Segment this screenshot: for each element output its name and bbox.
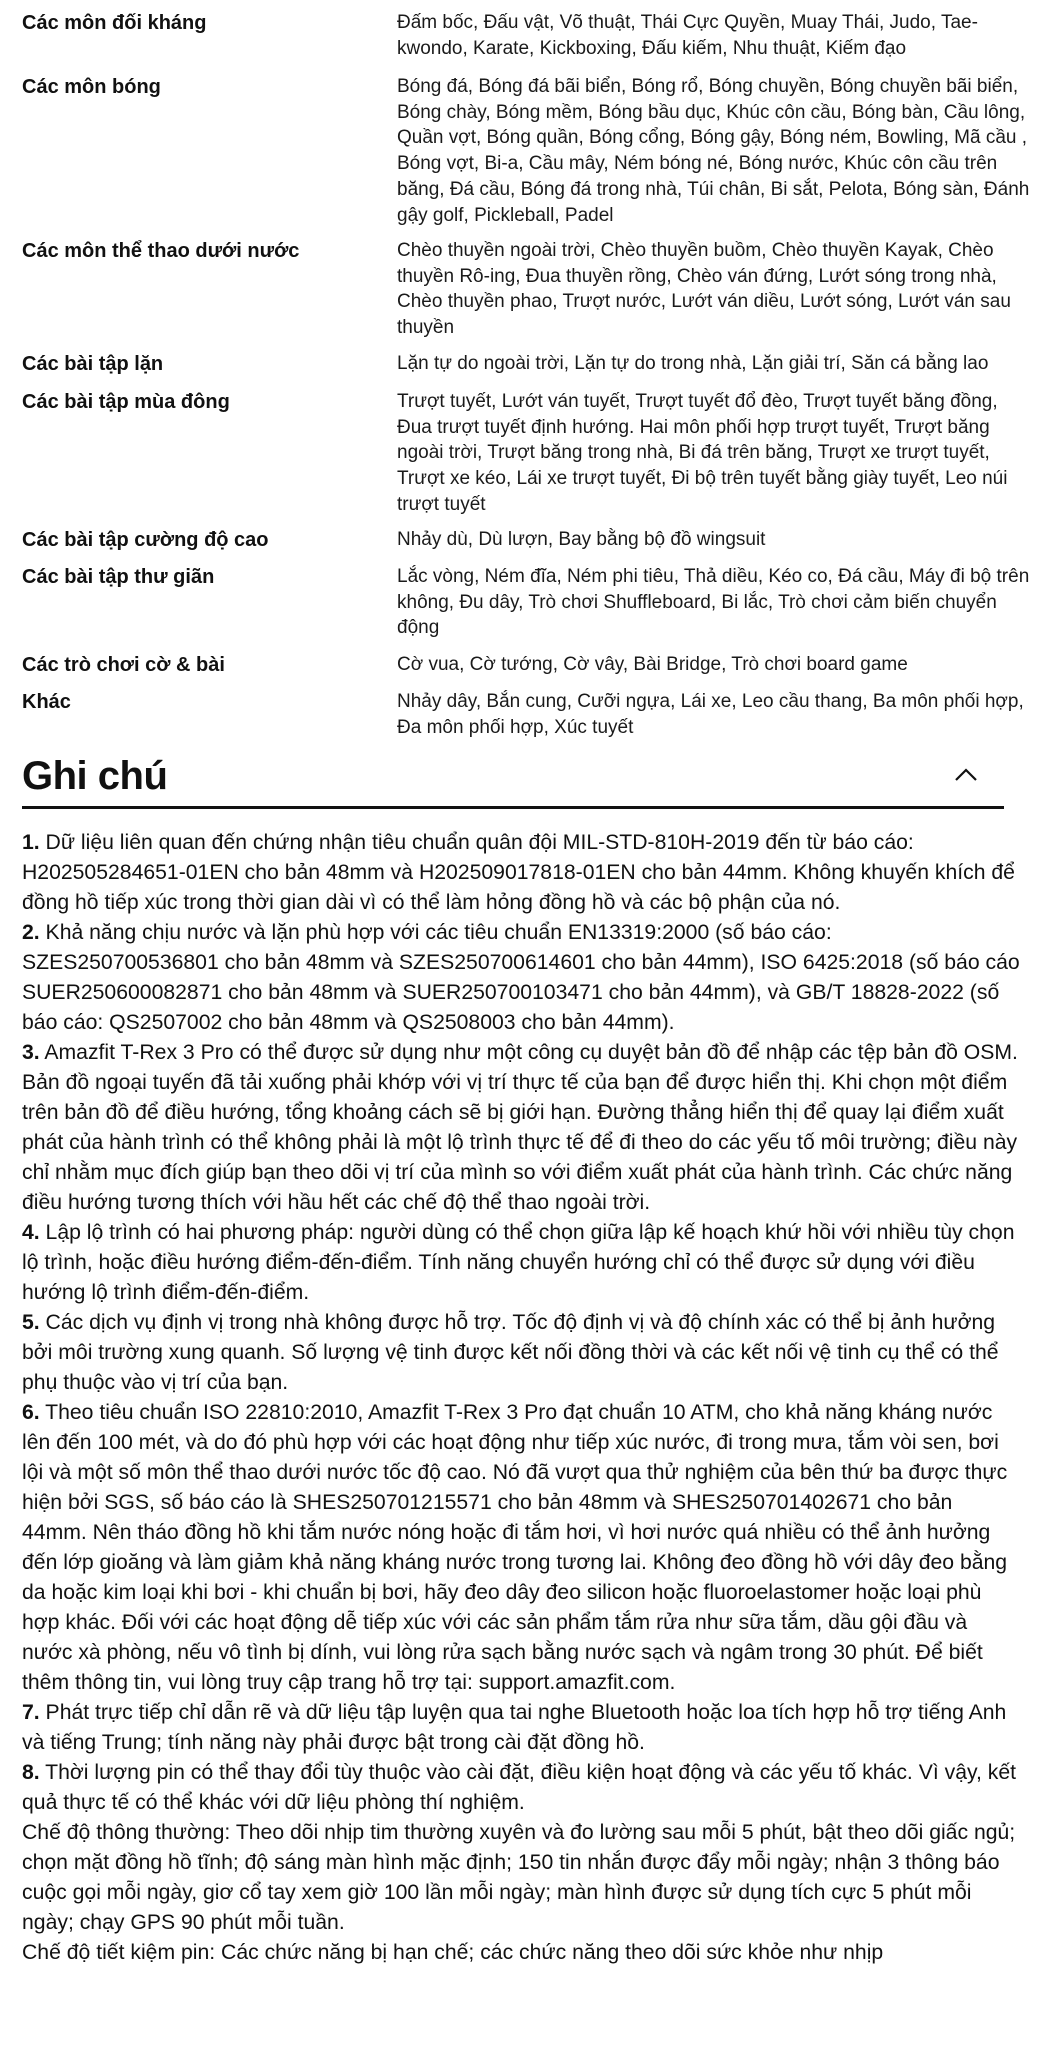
- note-text: Phát trực tiếp chỉ dẫn rẽ và dữ liệu tập luyện qua tai nghe Bluetooth hoặc loa tích hợp hỗ trợ tiếng Anh và tiếng Trung; tính năng này phải được bật trong cài đặt đồng hồ.: [22, 1701, 1007, 1754]
- note-item: [22, 1398, 1022, 1698]
- note-text: Lập lộ trình có hai phương pháp: người dùng có thể chọn giữa lập kế hoạch khứ hồi với nhiều tùy chọn lộ trình, hoặc điều hướng điểm-đến-điểm. Tính năng chuyển hướng chỉ có thể được sử dụng với điều hướng lộ trình điểm-đến-điểm.: [22, 1221, 1015, 1304]
- battery-saver-mode: Chế độ tiết kiệm pin: Các chức năng bị hạn chế; các chức năng theo dõi sức khỏe như nhịp: [22, 1941, 884, 1964]
- note-number: 3.: [22, 1041, 40, 1064]
- chevron-up-icon[interactable]: [954, 768, 978, 782]
- note-number: 2.: [22, 921, 40, 944]
- sport-row: [22, 379, 1032, 517]
- battery-normal-mode: Chế độ thông thường: Theo dõi nhịp tim thường xuyên và đo lường sau mỗi 5 phút, bật theo dõi giấc ngủ; chọn mặt đồng hồ tĩnh; độ sáng màn hình mặc định; 150 tin nhắn được đẩy mỗi ngày; nhận 3 thông báo cuộc gọi mỗi ngày, giơ cổ tay xem giờ 100 lần mỗi ngày; màn hình được sử dụng tích cực 5 phút mỗi ngày; chạy GPS 90 phút mỗi tuần.: [22, 1821, 1016, 1934]
- sport-category: Các bài tập thư giãn: [22, 566, 215, 588]
- note-number: 6.: [22, 1401, 40, 1424]
- notes-accordion-header[interactable]: [22, 748, 1004, 809]
- sport-category: Các môn thể thao dưới nước: [22, 240, 300, 262]
- sport-category: Các bài tập cường độ cao: [22, 529, 269, 551]
- note-number: 7.: [22, 1701, 40, 1724]
- note-item: [22, 1308, 1022, 1398]
- sports-table: [22, 0, 1032, 743]
- note-text: Theo tiêu chuẩn ISO 22810:2010, Amazfit T-Rex 3 Pro đạt chuẩn 10 ATM, cho khả năng kháng nước lên đến 100 mét, và do đó phù hợp với các hoạt động như tiếp xúc nước, đi trong mưa, tắm vòi sen, bơi lội và một số môn thể thao dưới nước tốc độ cao. Nó đã vượt qua thử nghiệm của bên thứ ba được thực hiện bởi SGS, số báo cáo là SHES250701215571 cho bản 48mm và SHES250701402671 cho bản 44mm. Nên tháo đồng hồ khi tắm nước nóng hoặc đi tắm hơi, vì hơi nước quá nhiều có thể ảnh hưởng đến lớp gioăng và làm giảm khả năng kháng nước trong tương lai. Không đeo đồng hồ với dây đeo bằng da hoặc kim loại khi bơi - khi chuẩn bị bơi, hãy đeo dây đeo silicon hoặc fluoroelastomer hoặc loại phù hợp khác. Đối với các hoạt động dễ tiếp xúc với các sản phẩm tắm rửa như sữa tắm, dầu gội đầu và nước xà phòng, nếu vô tình bị dính, vui lòng rửa sạch bằng nước sạch và ngâm trong 30 phút. Để biết thêm thông tin, vui lòng truy cập trang hỗ trợ tại: support.amazfit.com.: [22, 1401, 1008, 1694]
- note-number: 8.: [22, 1761, 40, 1784]
- sport-row: [22, 64, 1032, 228]
- sport-list: Đấm bốc, Đấu vật, Võ thuật, Thái Cực Quyền, Muay Thái, Judo, Tae-kwondo, Karate, Kickboxing, Đấu kiếm, Nhu thuật, Kiếm đạo: [397, 12, 978, 59]
- sport-category: Các môn đối kháng: [22, 12, 207, 34]
- note-item: [22, 1038, 1022, 1218]
- sport-list: Cờ vua, Cờ tướng, Cờ vây, Bài Bridge, Trò chơi board game: [397, 654, 908, 675]
- notes-body: [22, 828, 1022, 1968]
- sport-list: Bóng đá, Bóng đá bãi biển, Bóng rổ, Bóng chuyền, Bóng chuyền bãi biển, Bóng chày, Bóng mềm, Bóng bầu dục, Khúc côn cầu, Bóng bàn, Cầu lông, Quần vợt, Bóng quần, Bóng cổng, Bóng gậy, Bóng ném, Bowling, Mã cầu , Bóng vợt, Bi-a, Cầu mây, Ném bóng né, Bóng nước, Khúc côn cầu trên băng, Đá cầu, Bóng đá trong nhà, Túi chân, Bi sắt, Pelota, Bóng sàn, Đánh gậy golf, Pickleball, Padel: [397, 76, 1030, 226]
- sport-row: [22, 517, 1032, 554]
- note-text: Thời lượng pin có thể thay đổi tùy thuộc vào cài đặt, điều kiện hoạt động và các yếu tố khác. Vì vậy, kết quả thực tế có thể khác với dữ liệu phòng thí nghiệm.: [22, 1761, 1017, 1814]
- sport-list: Lắc vòng, Ném đĩa, Ném phi tiêu, Thả diều, Kéo co, Đá cầu, Máy đi bộ trên không, Đu dây, Trò chơi Shuffleboard, Bi lắc, Trò chơi cảm biến chuyển động: [397, 566, 1030, 639]
- sport-list: Trượt tuyết, Lướt ván tuyết, Trượt tuyết đổ đèo, Trượt tuyết băng đồng, Đua trượt tuyết định hướng. Hai môn phối hợp trượt tuyết, Trượt băng ngoài trời, Trượt băng trong nhà, Bi đá trên băng, Trượt xe trượt tuyết, Trượt xe kéo, Lái xe trượt tuyết, Đi bộ trên tuyết bằng giày tuyết, Leo núi trượt tuyết: [397, 391, 1008, 515]
- note-item: [22, 828, 1022, 918]
- sport-row: [22, 228, 1032, 341]
- note-text: Khả năng chịu nước và lặn phù hợp với các tiêu chuẩn EN13319:2000 (số báo cáo: SZES250700536801 cho bản 48mm và SZES250700614601 cho bản 44mm), ISO 6425:2018 (số báo cáo SUER250600082871 cho bản 48mm và SUER250700103471 cho bản 44mm), và GB/T 18828-2022 (số báo cáo: QS2507002 cho bản 48mm và QS2508003 cho bản 44mm).: [22, 921, 1020, 1034]
- note-number: 1.: [22, 831, 40, 854]
- note-number: 4.: [22, 1221, 40, 1244]
- sport-row: [22, 0, 1032, 64]
- sport-category: Các môn bóng: [22, 76, 161, 98]
- note-item: [22, 918, 1022, 1038]
- sport-category: Các bài tập lặn: [22, 353, 164, 375]
- sport-row: [22, 679, 1032, 743]
- note-item: [22, 1758, 1022, 1818]
- notes-title: Ghi chú: [22, 754, 168, 798]
- note-text: Các dịch vụ định vị trong nhà không được hỗ trợ. Tốc độ định vị và độ chính xác có thể bị ảnh hưởng bởi môi trường xung quanh. Số lượng vệ tinh được kết nối đồng thời và các kết nối vệ tinh cụ thể có thể phụ thuộc vào vị trí của bạn.: [22, 1311, 999, 1394]
- sport-row: [22, 554, 1032, 642]
- sport-row: [22, 642, 1032, 679]
- sport-category: Các bài tập mùa đông: [22, 391, 230, 413]
- note-item: [22, 1218, 1022, 1308]
- sport-list: Chèo thuyền ngoài trời, Chèo thuyền buồm, Chèo thuyền Kayak, Chèo thuyền Rô-ing, Đua thuyền rồng, Chèo ván đứng, Lướt sóng trong nhà, Chèo thuyền phao, Trượt nước, Lướt ván diều, Lướt sóng, Lướt ván sau thuyền: [397, 240, 1011, 339]
- sport-category: Các trò chơi cờ & bài: [22, 654, 225, 676]
- note-text: Dữ liệu liên quan đến chứng nhận tiêu chuẩn quân đội MIL-STD-810H-2019 đến từ báo cáo: H202505284651-01EN cho bản 48mm và H202509017818-01EN cho bản 44mm. Không khuyến khích để đồng hồ tiếp xúc trong thời gian dài vì có thể làm hỏng đồng hồ và các bộ phận của nó.: [22, 831, 1015, 914]
- sport-list: Lặn tự do ngoài trời, Lặn tự do trong nhà, Lặn giải trí, Săn cá bằng lao: [397, 353, 989, 374]
- sport-category: Khác: [22, 691, 71, 713]
- sport-list: Nhảy dây, Bắn cung, Cưỡi ngựa, Lái xe, Leo cầu thang, Ba môn phối hợp, Đa môn phối hợp, Xúc tuyết: [397, 691, 1024, 738]
- note-text: Amazfit T-Rex 3 Pro có thể được sử dụng như một công cụ duyệt bản đồ để nhập các tệp bản đồ OSM. Bản đồ ngoại tuyến đã tải xuống phải khớp với vị trí thực tế của bạn để được hiển thị. Khi chọn một điểm trên bản đồ để điều hướng, tổng khoảng cách sẽ bị giới hạn. Đường thẳng hiển thị để quay lại điểm xuất phát của hành trình có thể không phải là một lộ trình thực tế để đi theo do các yếu tố môi trường; điều này chỉ nhằm mục đích giúp bạn theo dõi vị trí của mình so với điểm xuất phát của hành trình. Các chức năng điều hướng tương thích với hầu hết các chế độ thể thao ngoài trời.: [22, 1041, 1018, 1214]
- sport-row: [22, 341, 1032, 379]
- note-number: 5.: [22, 1311, 40, 1334]
- sport-list: Nhảy dù, Dù lượn, Bay bằng bộ đồ wingsuit: [397, 529, 766, 550]
- note-item: [22, 1698, 1022, 1758]
